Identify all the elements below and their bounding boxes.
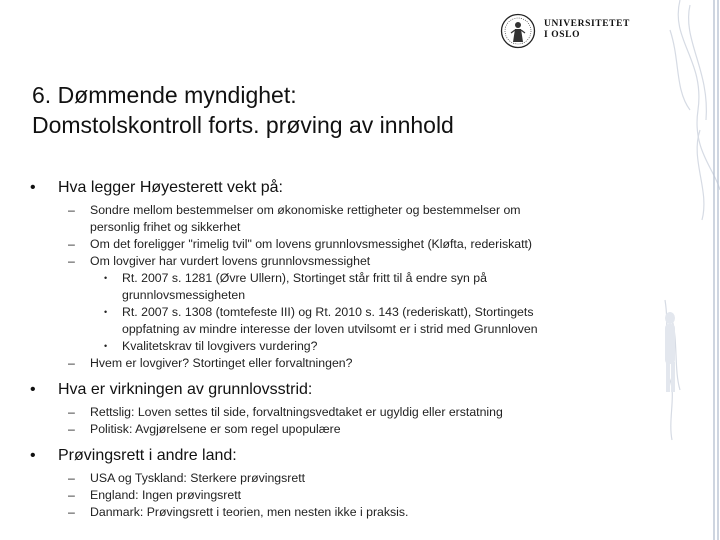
dash-icon: – — [68, 405, 75, 419]
dash-icon: – — [68, 237, 75, 251]
slide-body — [0, 178, 620, 521]
dash-icon: – — [68, 471, 75, 485]
university-name — [544, 19, 630, 41]
bullet-icon: • — [30, 179, 36, 196]
section-heading-text: Hva er virkningen av grunnlovsstrid: — [58, 381, 313, 398]
page-title — [32, 80, 632, 140]
sub-list-item-text: Kvalitetskrav til lovgivers vurdering? — [122, 339, 318, 353]
list-item-text: Rettslig: Loven settes til side, forvaltningsvedtaket er ugyldig eller erstatning — [90, 405, 503, 419]
sub-list-item-text: grunnlovsmessigheten — [122, 288, 246, 302]
logo-line-1: UNIVERSITETET — [544, 19, 630, 29]
list-item-text: Danmark: Prøvingsrett i teorien, men nesten ikke i praksis. — [90, 505, 409, 519]
sub-bullet-icon: • — [104, 341, 108, 351]
dash-icon: – — [68, 488, 75, 502]
list-item — [0, 236, 620, 253]
list-item-text: Sondre mellom bestemmelser om økonomiske rettigheter og bestemmelser om — [90, 203, 521, 217]
sub-list-item-text: Rt. 2007 s. 1308 (tomtefeste III) og Rt. 2010 s. 143 (rederiskatt), Stortingets — [122, 305, 534, 319]
logo-line-2: I OSLO — [544, 30, 581, 40]
university-seal-icon — [500, 13, 536, 49]
section-heading-text: Hva legger Høyesterett vekt på: — [58, 179, 283, 196]
section-heading — [0, 178, 620, 197]
section-heading — [0, 446, 620, 465]
sub-bullet-icon: • — [104, 273, 108, 283]
dash-icon: – — [68, 422, 75, 436]
list-item — [0, 487, 620, 504]
title-line-2: Domstolskontroll forts. prøving av innhold — [32, 112, 454, 138]
list-item-text: USA og Tyskland: Sterkere prøvingsrett — [90, 471, 306, 485]
list-item — [0, 253, 620, 270]
list-item — [0, 470, 620, 487]
list-item-text: Om det foreligger "rimelig tvil" om lovens grunnlovsmessighet (Kløfta, rederiskatt) — [90, 237, 533, 251]
list-item — [0, 355, 620, 372]
sub-list-item-text: oppfatning av mindre interesse der loven utvilsomt er i strid med Grunnloven — [122, 322, 538, 336]
list-item — [0, 404, 620, 421]
sub-bullet-icon: • — [104, 307, 108, 317]
list-item-text: personlig frihet og sikkerhet — [90, 220, 241, 234]
list-item-text: Hvem er lovgiver? Stortinget eller forvaltningen? — [90, 356, 353, 370]
sub-list-item — [0, 304, 620, 338]
sub-list-item — [0, 270, 620, 304]
sub-list-item-text: Rt. 2007 s. 1281 (Øvre Ullern), Stortinget står fritt til å endre syn på — [122, 271, 487, 285]
dash-icon: – — [68, 254, 75, 268]
list-item-text: Politisk: Avgjørelsene er som regel upopulære — [90, 422, 341, 436]
list-item-text: England: Ingen prøvingsrett — [90, 488, 242, 502]
section-heading-text: Prøvingsrett i andre land: — [58, 447, 237, 464]
bullet-icon: • — [30, 381, 36, 398]
list-item — [0, 421, 620, 438]
list-item — [0, 504, 620, 521]
dash-icon: – — [68, 505, 75, 519]
list-item — [0, 202, 620, 236]
section-heading — [0, 380, 620, 399]
sub-list-item — [0, 338, 620, 355]
title-line-1: 6. Dømmende myndighet: — [32, 82, 297, 108]
bullet-icon: • — [30, 447, 36, 464]
list-item-text: Om lovgiver har vurdert lovens grunnlovsmessighet — [90, 254, 371, 268]
dash-icon: – — [68, 203, 75, 217]
university-logo — [500, 13, 635, 53]
dash-icon: – — [68, 356, 75, 370]
